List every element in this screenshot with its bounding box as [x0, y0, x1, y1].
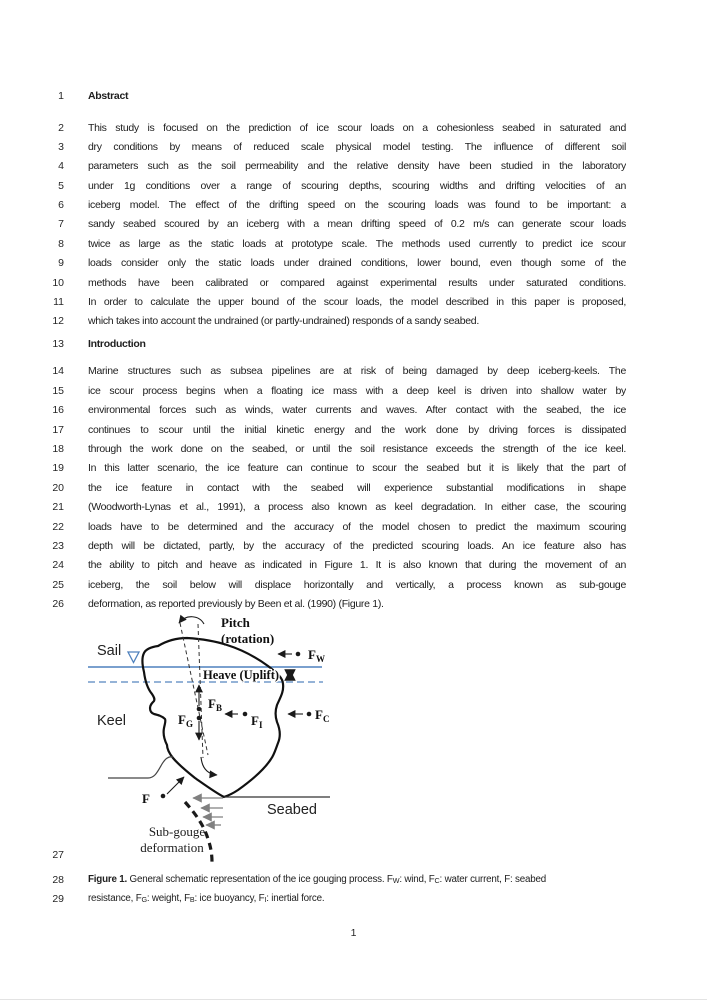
subgouge-label-line1: Sub-gouge — [148, 824, 206, 839]
line-number: 22 — [52, 520, 64, 533]
seabed-resistance-label: F — [142, 791, 150, 806]
line-number: 21 — [52, 501, 64, 514]
water-level-icon — [128, 652, 139, 663]
line-number: 2 — [58, 121, 64, 134]
weight-force-label: $F_G$ — [178, 712, 193, 729]
line-number: 10 — [52, 276, 64, 289]
figure-1-schematic — [75, 612, 425, 864]
doc-line-24 — [40, 556, 707, 575]
rotation-axis-tilted-dashed — [180, 623, 208, 755]
caption-text: resistance, FG: weight, FB: ice buoyancy, FI: inertial force. — [88, 892, 325, 904]
doc-line-4 — [40, 157, 707, 176]
buoyancy-force-point — [197, 707, 202, 712]
line-number: 15 — [52, 384, 64, 397]
line-text: Abstract — [88, 90, 129, 102]
inertial-force-label: $F_I$ — [251, 713, 263, 730]
line-number: 7 — [58, 218, 64, 231]
line-number: 23 — [52, 539, 64, 552]
doc-line-9 — [40, 254, 707, 273]
doc-line-18 — [40, 440, 707, 459]
line-text: environmental forces such as winds, water currents and waves. After contact with the seabed, the ice — [88, 404, 626, 417]
doc-line-10 — [40, 274, 707, 293]
line-number: 18 — [52, 442, 64, 455]
inertial-force-point — [243, 712, 248, 717]
line-text: This study is focused on the prediction of ice scour loads on a cohesionless seabed in saturated and — [88, 121, 626, 134]
doc-line-29 — [40, 890, 707, 909]
page-number: 1 — [350, 927, 357, 939]
line-text: which takes into account the undrained (or partly-undrained) responds of a sandy seabed. — [88, 315, 479, 328]
line-number: 11 — [53, 296, 64, 309]
doc-line-25 — [40, 576, 707, 595]
doc-line-3 — [40, 138, 707, 157]
line-text: (Woodworth-Lynas et al., 1991), a process also known as keel degradation. In either case, the scouring — [88, 501, 626, 514]
line-number: 16 — [52, 404, 64, 417]
line-text: ice scour process begins when a floating ice mass with a deep keel is driven into shallow water by — [88, 384, 626, 397]
line-number: 25 — [52, 578, 64, 591]
seabed-scoured-line — [108, 757, 173, 778]
current-force-label: $F_C$ — [315, 707, 330, 724]
line-text: parameters such as the soil permeability and the relative density have been studied in the laboratory — [88, 160, 626, 173]
line-text: Introduction — [88, 338, 146, 351]
line-number: 9 — [58, 257, 64, 270]
doc-line-28 — [40, 871, 707, 890]
line-number: 19 — [52, 462, 64, 475]
line-number: 8 — [58, 237, 64, 250]
caption-text: Figure 1. General schematic representation of the ice gouging process. FW: wind, FC: water current, F: seabed — [88, 874, 546, 886]
line-text: continues to scour until the initial kinetic energy and the work done by driving forces is dissipated — [88, 423, 626, 436]
line-text: dry conditions by means of reduced scale physical model testing. The influence of different soil — [88, 140, 626, 153]
sail-label: Sail — [97, 643, 122, 659]
line-text: loads have to be determined and the accuracy of the model chosen to predict the maximum scouring — [88, 520, 626, 533]
doc-line-19 — [40, 459, 707, 478]
doc-line-20 — [40, 479, 707, 498]
current-force-point — [307, 712, 312, 717]
line-text: iceberg, the soil below will displace horizontally and vertically, a process known as sub-gouge — [88, 578, 626, 591]
line-number: 13 — [52, 338, 64, 351]
doc-line-8 — [40, 235, 707, 254]
doc-line-23 — [40, 537, 707, 556]
line-text: sandy seabed scoured by an iceberg with a mean drifting speed of 0.2 m/s can generate scour loads — [88, 218, 626, 231]
line-number: 6 — [58, 199, 64, 212]
doc-line-5 — [40, 177, 707, 196]
doc-line-7 — [40, 215, 707, 234]
doc-line-15 — [40, 382, 707, 401]
seabed-resistance-arrow — [167, 777, 184, 794]
line-number: 27 — [52, 849, 64, 862]
wind-force-label: $F_W$ — [308, 647, 325, 664]
line-number: 26 — [52, 598, 64, 611]
doc-line-17 — [40, 421, 707, 440]
line-text: methods have been calibrated or compared against experimental results under saturated conditions. — [88, 276, 626, 289]
doc-line-21 — [40, 498, 707, 517]
wind-force-point — [296, 652, 301, 657]
line-number: 24 — [52, 559, 64, 572]
line-text: the ice feature in contact with the seabed will experience substantial modifications in shape — [88, 481, 626, 494]
line-text: In this latter scenario, the ice feature can continue to scour the seabed but it is likely that the part of — [88, 462, 626, 475]
line-text: Marine structures such as subsea pipelines are at risk of being damaged by deep iceberg-keels. The — [88, 365, 626, 378]
line-number: 20 — [52, 481, 64, 494]
keel-label: Keel — [97, 713, 127, 729]
doc-line-12 — [40, 312, 707, 335]
line-number: 5 — [58, 179, 64, 192]
line-text: under 1g conditions over a range of scouring depths, scouring widths and drifting velocities of an — [88, 179, 626, 192]
buoyancy-force-label: $F_B$ — [208, 696, 222, 713]
line-number: 3 — [58, 140, 64, 153]
line-text: depth will be dictated, partly, by the accuracy of the predicted scouring loads. An ice feature also has — [88, 539, 626, 552]
doc-line-13 — [40, 335, 707, 362]
weight-force-point — [197, 716, 202, 721]
line-number: 29 — [52, 892, 64, 905]
line-text: through the work done on the seabed, or until the soil resistance exceeds the strength of the ice keel. — [88, 442, 626, 455]
line-number: 17 — [52, 423, 64, 436]
seabed-label: Seabed — [267, 802, 317, 818]
doc-line-2 — [40, 119, 707, 138]
doc-line-22 — [40, 518, 707, 537]
doc-line-11 — [40, 293, 707, 312]
line-text: twice as large as the static loads at prototype scale. The methods used currently to predict ice scour — [88, 237, 626, 250]
line-text: deformation, as reported previously by Been et al. (1990) (Figure 1). — [88, 598, 384, 611]
line-text: the ability to pitch and heave as indicated in Figure 1. It is also known that during the movement of an — [88, 559, 626, 572]
line-text: iceberg model. The effect of the drifting speed on the scouring loads was found to be important: a — [88, 199, 626, 212]
seabed-resistance-point — [161, 794, 166, 799]
pitch-label-line1: Pitch — [221, 615, 250, 630]
line-number: 12 — [52, 315, 64, 328]
line-number: 14 — [52, 365, 64, 378]
line-text: In order to calculate the upper bound of the scour loads, the model described in this paper is proposed, — [88, 296, 626, 309]
subgouge-label-line2: deformation — [140, 840, 204, 855]
pitch-label-line2: (rotation) — [221, 631, 275, 646]
doc-line-14 — [40, 362, 707, 381]
pitch-rotation-arrow-bottom — [201, 757, 217, 775]
line-number: 28 — [52, 874, 64, 887]
doc-line-16 — [40, 401, 707, 420]
pitch-rotation-arrow-top — [179, 617, 204, 624]
line-text: loads consider only the static loads under drained conditions, lower bound, even though some of the — [88, 257, 626, 270]
line-number: 4 — [58, 160, 64, 173]
doc-line-6 — [40, 196, 707, 215]
heave-label: Heave (Uplift) — [203, 668, 280, 682]
line-number: 1 — [58, 90, 64, 102]
doc-line-1 — [40, 87, 707, 119]
iceberg-outline — [143, 638, 284, 797]
